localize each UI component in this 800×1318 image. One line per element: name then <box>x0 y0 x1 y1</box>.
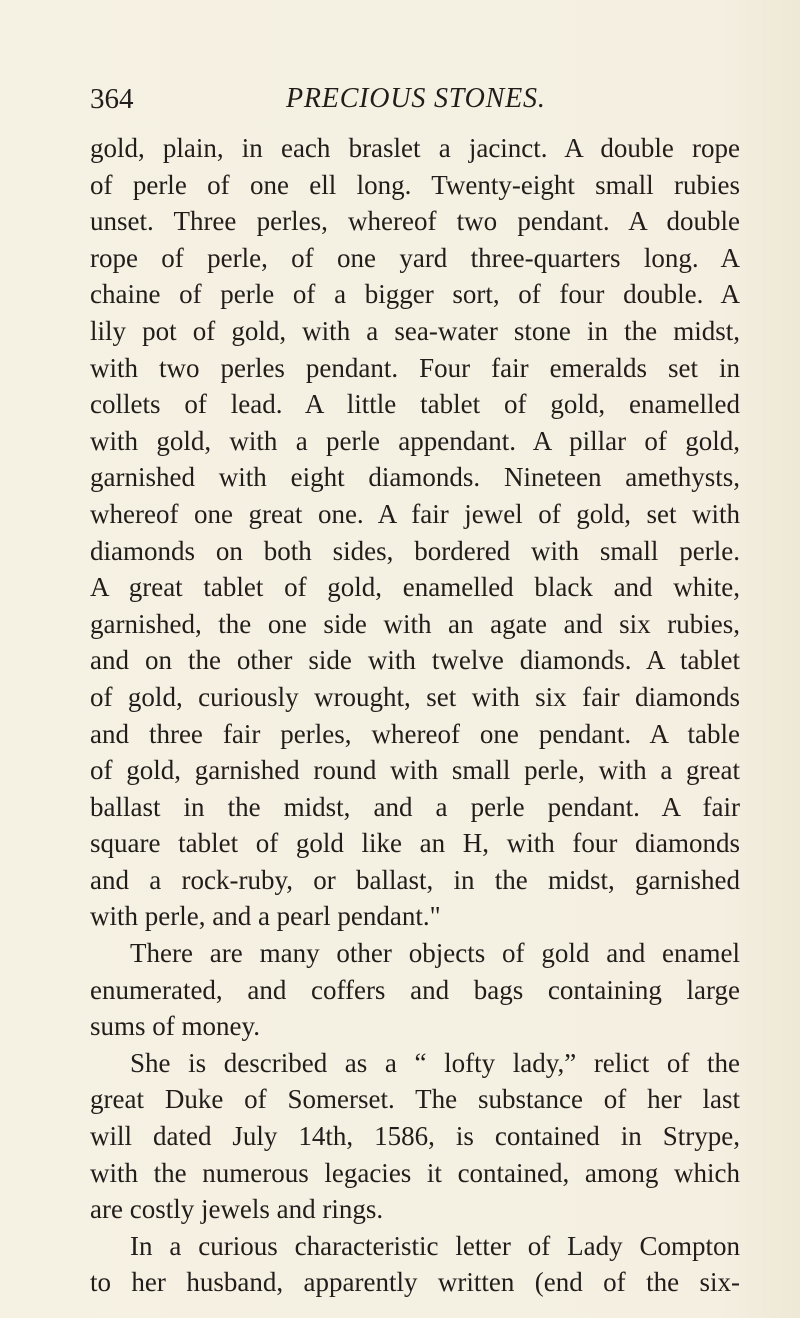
text-line: ballast in the midst, and a perle pendant. A fair <box>90 791 740 822</box>
text-line: with two perles pendant. Four fair emeralds set in <box>90 352 740 383</box>
text-line: with gold, with a perle appendant. A pillar of gold, <box>90 425 740 456</box>
text-line: unset. Three perles, whereof two pendant. A double <box>90 206 740 237</box>
text-line: chaine of perle of a bigger sort, of four double. A <box>90 279 740 310</box>
paragraph-start-line: There are many other objects of gold and enamel <box>130 938 740 969</box>
text-line: diamonds on both sides, bordered with small perle. <box>90 535 740 566</box>
text-line: are costly jewels and rings. <box>90 1194 384 1225</box>
text-line: with the numerous legacies it contained, among which <box>90 1157 740 1188</box>
text-line: great Duke of Somerset. The substance of her last <box>90 1084 740 1115</box>
text-line: whereof one great one. A fair jewel of gold, set with <box>90 498 740 529</box>
text-line: of gold, curiously wrought, set with six fair diamonds <box>90 681 740 712</box>
page-number: 364 <box>90 83 134 115</box>
paragraph-start-line: She is described as a “ lofty lady,” relict of the <box>130 1047 740 1078</box>
text-line: lily pot of gold, with a sea-water stone in the midst, <box>90 315 740 346</box>
text-line: garnished with eight diamonds. Nineteen amethysts, <box>90 462 740 493</box>
running-head <box>90 82 740 116</box>
text-line: and three fair perles, whereof one pendant. A table <box>90 718 740 749</box>
text-line: with perle, and a pearl pendant." <box>90 901 441 932</box>
text-line: garnished, the one side with an agate and six rubies, <box>90 608 740 639</box>
text-line: A great tablet of gold, enamelled black and white, <box>90 572 740 603</box>
text-line: rope of perle, of one yard three-quarters long. A <box>90 242 740 273</box>
text-line: gold, plain, in each braslet a jacinct. A double rope <box>90 133 740 163</box>
text-line: will dated July 14th, 1586, is contained in Strype, <box>90 1121 740 1152</box>
text-line: collets of lead. A little tablet of gold, enamelled <box>90 389 740 420</box>
paragraph-start-line: In a curious characteristic letter of Lady Compton <box>130 1230 740 1261</box>
text-line: of gold, garnished round with small perle, with a great <box>90 755 740 786</box>
body-text <box>90 130 740 1301</box>
text-line: square tablet of gold like an H, with four diamonds <box>90 828 740 859</box>
text-line: of perle of one ell long. Twenty-eight small rubies <box>90 169 740 200</box>
text-line: to her husband, apparently written (end of the six- <box>90 1267 740 1298</box>
running-title: PRECIOUS STONES. <box>286 83 546 114</box>
text-line: and on the other side with twelve diamonds. A tablet <box>90 645 740 676</box>
text-line: sums of money. <box>90 1011 260 1042</box>
text-line: and a rock-ruby, or ballast, in the midst, garnished <box>90 864 740 895</box>
text-line: enumerated, and coffers and bags containing large <box>90 974 740 1005</box>
